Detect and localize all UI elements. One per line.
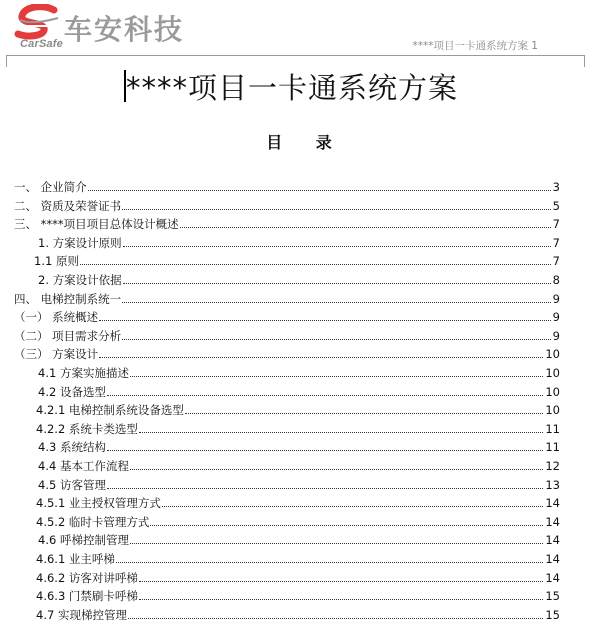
toc-entry[interactable]	[36, 606, 560, 622]
toc-leader-dots	[107, 395, 543, 396]
toc-entry-label: 4.7 实现梯控管理	[36, 607, 127, 622]
toc-leader-dots	[180, 227, 551, 228]
toc-leader-dots	[130, 543, 543, 544]
toc-leader-dots	[122, 302, 551, 303]
toc-leader-dots	[130, 469, 543, 470]
toc-entry[interactable]	[14, 327, 560, 343]
toc-leader-dots	[139, 599, 543, 600]
toc-entry-page: 10	[545, 384, 560, 399]
toc-entry[interactable]	[38, 476, 560, 492]
toc-entry[interactable]	[36, 494, 560, 510]
toc-leader-dots	[185, 413, 543, 414]
toc-entry-page: 7	[552, 254, 560, 269]
toc-entry-label: 三、 ****项目项目总体设计概述	[14, 217, 179, 232]
toc-entry-page: 15	[545, 607, 560, 622]
toc-entry-label: 二、 资质及荣誉证书	[14, 198, 122, 213]
header-rule	[6, 55, 584, 56]
toc-leader-dots	[99, 320, 551, 321]
toc-entry[interactable]	[36, 550, 560, 566]
toc-entry-label: 4.6 呼梯控制管理	[38, 533, 129, 548]
toc-entry[interactable]	[38, 438, 560, 454]
toc-entry[interactable]	[34, 252, 560, 268]
toc-leader-dots	[116, 562, 543, 563]
logo-chinese-text: 车安科技	[64, 13, 185, 46]
toc-entry-page: 14	[545, 552, 560, 566]
margin-corner-right	[584, 55, 585, 67]
toc-entry-page: 8	[552, 273, 560, 287]
toc-entry-page: 9	[552, 310, 560, 325]
toc-entry-page: 15	[545, 589, 560, 604]
toc-entry-label: 4.6.1 业主呼梯	[36, 552, 115, 566]
toc-entry[interactable]	[38, 383, 560, 399]
toc-entry[interactable]	[38, 364, 560, 380]
toc-entry-page: 14	[545, 570, 560, 585]
toc-entry-page: 14	[545, 496, 560, 511]
toc-entry-page: 12	[545, 459, 560, 473]
running-header-title: ****项目一卡通系统方案 1	[412, 40, 538, 52]
toc-entry-label: （三） 方案设计	[14, 347, 99, 362]
toc-heading: 目 录	[266, 133, 346, 152]
toc-entry-label: （二） 项目需求分析	[14, 328, 122, 343]
toc-entry-label: 4.3 系统结构	[38, 440, 106, 455]
toc-entry-label: 4.5.2 临时卡管理方式	[36, 514, 150, 529]
toc-leader-dots	[122, 339, 551, 340]
toc-entry-page: 14	[545, 533, 560, 548]
toc-leader-dots	[107, 450, 543, 451]
toc-entry[interactable]	[36, 401, 560, 417]
toc-entry[interactable]	[14, 178, 560, 194]
toc-entry-label: 4.5.1 业主授权管理方式	[36, 496, 161, 511]
toc-entry-label: 四、 电梯控制系统一	[14, 291, 122, 306]
logo-brand-text: CarSafe	[20, 38, 63, 50]
toc-entry-label: 4.2.1 电梯控制系统设备选型	[36, 403, 184, 418]
toc-entry[interactable]	[36, 587, 560, 603]
toc-entry-page: 7	[552, 235, 560, 250]
toc-entry[interactable]	[14, 308, 560, 324]
toc-entry[interactable]	[38, 271, 560, 287]
toc-entry-page: 5	[552, 198, 560, 213]
toc-leader-dots	[88, 190, 551, 191]
toc-entry[interactable]	[38, 234, 560, 250]
toc-leader-dots	[123, 283, 551, 284]
toc-leader-dots	[139, 581, 543, 582]
document-title[interactable]: ****项目一卡通系统方案	[126, 71, 459, 105]
toc-entry-label: 4.5 访客管理	[38, 477, 106, 492]
toc-entry-page: 14	[545, 514, 560, 529]
toc-entry-label: 一、 企业简介	[14, 180, 87, 194]
toc-entry-label: 4.6.3 门禁刷卡呼梯	[36, 589, 138, 604]
toc-entry-label: 4.1 方案实施描述	[38, 366, 129, 380]
toc-entry[interactable]	[14, 197, 560, 213]
toc-leader-dots	[107, 488, 543, 489]
toc-entry-page: 7	[552, 217, 560, 232]
toc-entry[interactable]	[14, 215, 560, 231]
toc-entry-label: 1.1 原则	[34, 254, 79, 269]
toc-entry-page: 9	[552, 328, 560, 343]
toc-entry-label: 4.2 设备选型	[38, 384, 106, 399]
toc-entry-label: （一） 系统概述	[14, 310, 99, 325]
toc-entry-label: 4.2.2 系统卡类选型	[36, 421, 138, 436]
toc-leader-dots	[128, 618, 543, 619]
toc-entry[interactable]	[14, 345, 560, 361]
toc-leader-dots	[99, 357, 543, 358]
toc-entry-page: 3	[552, 180, 560, 194]
toc-entry[interactable]	[36, 569, 560, 585]
toc-entry[interactable]	[14, 290, 560, 306]
toc-leader-dots	[139, 432, 543, 433]
toc-entry-label: 4.6.2 访客对讲呼梯	[36, 570, 138, 585]
toc-leader-dots	[122, 209, 551, 210]
toc-entry-label: 1. 方案设计原则	[38, 235, 122, 250]
toc-leader-dots	[150, 525, 543, 526]
toc-entry-page: 11	[545, 440, 560, 455]
toc-leader-dots	[162, 506, 543, 507]
toc-entry-page: 10	[545, 347, 560, 362]
toc-entry-page: 9	[552, 291, 560, 306]
toc-entry-page: 10	[545, 366, 560, 380]
toc-entry[interactable]	[36, 420, 560, 436]
toc-leader-dots	[80, 264, 551, 265]
toc-leader-dots	[123, 246, 551, 247]
toc-entry[interactable]	[36, 513, 560, 529]
toc-entry-page: 13	[545, 477, 560, 492]
page-header	[0, 0, 598, 66]
margin-corner-left	[6, 55, 7, 67]
toc-entry-label: 4.4 基本工作流程	[38, 459, 129, 473]
company-logo	[14, 4, 194, 52]
toc-leader-dots	[130, 376, 543, 377]
toc-entry-page: 11	[545, 421, 560, 436]
toc-entry-page: 10	[545, 403, 560, 418]
toc-entry[interactable]	[38, 457, 560, 473]
toc-entry-label: 2. 方案设计依据	[38, 273, 122, 287]
toc-entry[interactable]	[38, 531, 560, 547]
